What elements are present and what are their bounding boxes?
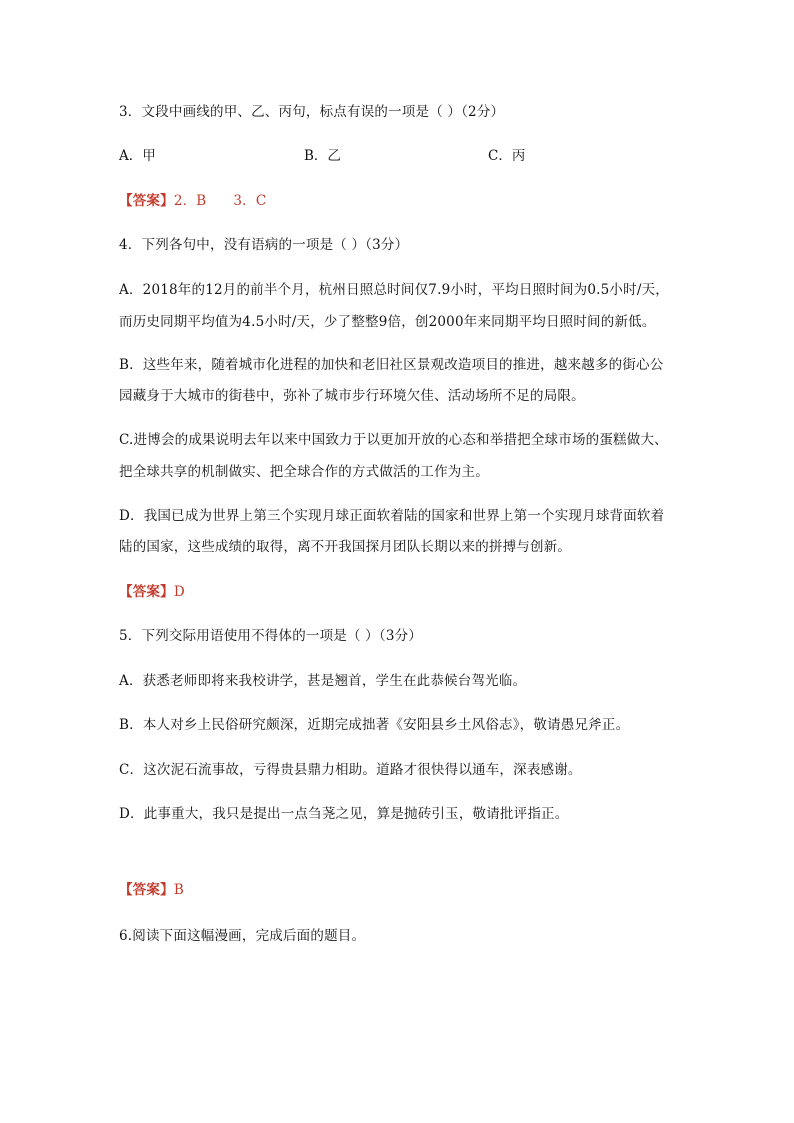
question-4-option-c-line-2: 把全球共享的机制做实、把全球合作的方式做活的工作为主。: [119, 464, 489, 480]
answer-value: B: [173, 882, 184, 898]
question-5-option-c: C．这次泥石流事故，亏得贵县鼎力相助。道路才很快得以通车，深表感谢。: [119, 762, 582, 778]
answer-value: 2．B 3．C: [173, 193, 267, 209]
question-3-option-c: C．丙: [488, 148, 526, 164]
question-4-option-c-line-1: C.进博会的成果说明去年以来中国致力于以更加开放的心态和举措把全球市场的蛋糕做大、: [119, 432, 668, 448]
question-4-option-b-line-2: 园藏身于大城市的街巷中，弥补了城市步行环境欠佳、活动场所不足的局限。: [119, 388, 585, 404]
question-5-option-d: D．此事重大，我只是提出一点刍荛之见，算是抛砖引玉，敬请批评指正。: [119, 806, 569, 822]
question-5-option-a: A．获悉老师即将来我校讲学，甚是翘首，学生在此恭候台驾光临。: [119, 673, 527, 689]
question-5-option-b: B．本人对乡上民俗研究颇深，近期完成拙著《安阳县乡土风俗志》，敬请愚兄斧正。: [119, 717, 630, 733]
question-4-option-a-line-2: 而历史同期平均值为4.5小时/天，少了整整9倍，创2000年来同期平均日照时间的新低。: [119, 314, 656, 330]
answer-block-1: [119, 192, 266, 210]
question-6-stem: 6.阅读下面这幅漫画，完成后面的题目。: [119, 928, 366, 944]
answer-tag: 【答案】: [119, 584, 174, 600]
question-4-option-a-line-1: A．2018年的12月的前半个月，杭州日照总时间仅7.9小时，平均日照时间为0.5小时/天，: [119, 282, 669, 298]
answer-block-3: [119, 881, 184, 899]
question-3-option-a: A．甲: [119, 148, 156, 164]
question-4-option-d-line-1: D．我国已成为世界上第三个实现月球正面软着陆的国家和世界上第一个实现月球背面软着: [119, 508, 665, 524]
answer-block-2: [119, 583, 185, 601]
question-4-option-b-line-1: B．这些年来，随着城市化进程的加快和老旧社区景观改造项目的推进，越来越多的街心公: [119, 357, 664, 373]
question-5-stem: 5．下列交际用语使用不得体的一项是（ ）（3分）: [119, 628, 423, 644]
question-3-stem: 3．文段中画线的甲、乙、丙句，标点有误的一项是（ ）（2分）: [119, 104, 505, 120]
answer-tag: 【答案】: [119, 882, 174, 898]
question-4-stem: 4．下列各句中，没有语病的一项是（ ）（3分）: [119, 237, 409, 253]
answer-tag: 【答案】: [119, 193, 174, 209]
question-3-option-b: B．乙: [304, 148, 341, 164]
answer-value: D: [173, 584, 185, 600]
question-4-option-d-line-2: 陆的国家，这些成绩的取得，离不开我国探月团队长期以来的拼搏与创新。: [119, 539, 572, 555]
